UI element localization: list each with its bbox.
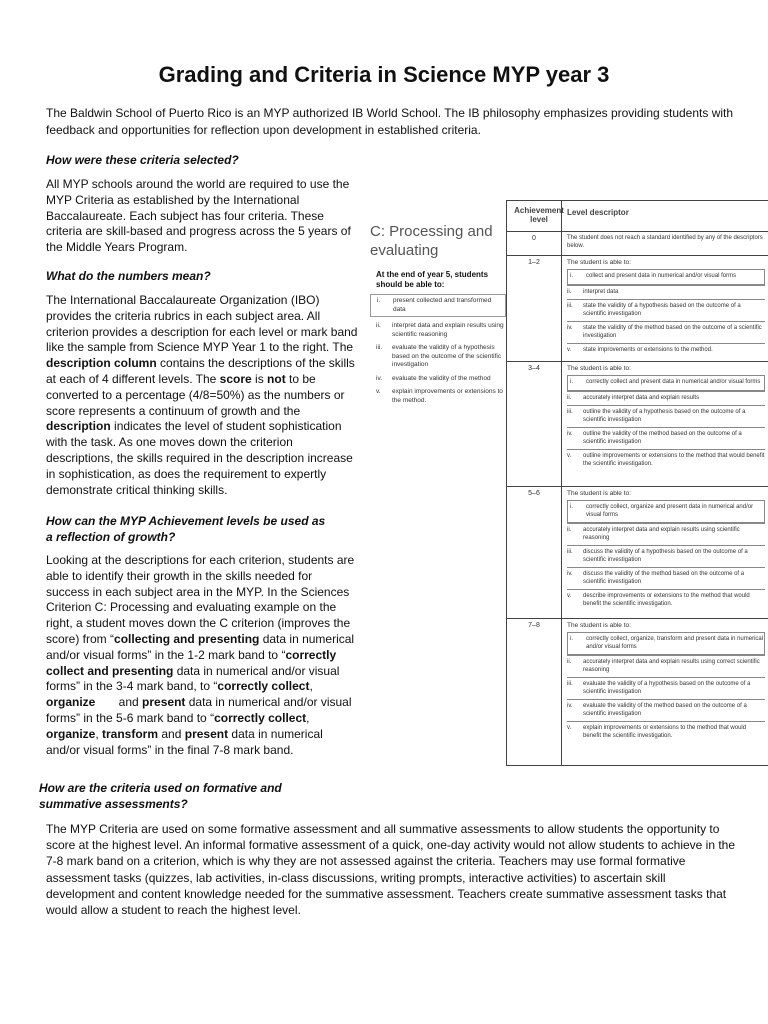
rubric-item-number: v.	[567, 347, 572, 353]
rubric-item-number: iii.	[567, 303, 573, 309]
paragraph-growth: Looking at the descriptions for each criterion, students are able to identify their growth in the skills needed for success in each subject area in the MYP. In the Sciences Criterion C: Processing and evaluating example on the right, a student moves down the C criterion (improves the score) from “collecting and presenting data in numerical and/or visual forms” in the 1-2 mark band to “correctly collect and presenting data in numerical and/or visual forms” in the 3-4 mark band, to “correctly collect, organize and present data in numerical and/or visual forms” in the 5-6 mark band to “correctly collect, organize, transform and present data in numerical and/or visual forms” in the final 7-8 mark band.	[46, 553, 355, 757]
criterion-objective-number: iv.	[376, 374, 383, 382]
rubric-descriptor-item	[567, 567, 765, 589]
rubric-descriptor-item	[567, 449, 765, 471]
rubric-item-text: explain improvements or extensions to the method that would benefit the scientific investigation.	[583, 725, 747, 739]
rubric-item-text: collect and present data in numerical and/or visual forms	[586, 273, 737, 279]
question-numbers-mean: What do the numbers mean?	[46, 269, 211, 283]
rubric-item-number: ii.	[567, 394, 572, 401]
rubric-item-number: iv.	[567, 431, 573, 437]
rubric-item-number: iv.	[567, 325, 573, 331]
rubric-descriptor	[567, 622, 765, 743]
rubric-item-number: i.	[570, 379, 573, 385]
rubric-item-text: state improvements or extensions to the method.	[583, 347, 713, 353]
rubric-item-number: v.	[567, 725, 572, 731]
rubric-item-number: v.	[567, 453, 572, 459]
paragraph-numbers-mean: The International Baccalaureate Organization (IBO) provides the criteria rubrics in each subject area. All criterion provides a description for each level or mark band like the sample from Science MYP Year 1 to the right. The description column contains the descriptions of the skills at each of 4 different levels. The score is not to be converted to a percentage (4/8=50%) as the numbers or score represents a continuum of growth and the description indicates the level of student sophistication with the task. As one moves down the criterion descriptions, the skills required in the description increase in sophistication, as does the requirement to expertly demonstrate critical thinking skills.	[46, 293, 358, 497]
rubric-descriptor-item	[567, 343, 765, 358]
rubric-item-text: discuss the validity of a hypothesis based on the outcome of a scientific investigation	[583, 549, 748, 563]
criterion-objective	[376, 344, 506, 370]
rubric-item-number: i.	[570, 273, 573, 279]
question-growth: How can the MYP Achievement levels be used as a reflection of growth?	[46, 514, 326, 544]
rubric-band	[507, 361, 768, 487]
rubric-item-text: accurately interpret data and explain results using correct scientific reasoning	[583, 659, 760, 673]
rubric-item-text: outline the validity of the method based on the outcome of a scientific investigation	[583, 431, 742, 445]
rubric-item-number: iv.	[567, 703, 573, 709]
rubric-item-number: ii.	[567, 527, 572, 533]
rubric-descriptor-item	[567, 285, 765, 300]
rubric-item-text: evaluate the validity of a hypothesis based on the outcome of a scientific investigation	[583, 681, 751, 695]
rubric-descriptor-item	[567, 523, 765, 545]
rubric-descriptor	[567, 490, 765, 611]
rubric-item-number: i.	[570, 636, 573, 642]
rubric-descriptor-item	[567, 269, 765, 285]
criterion-objective-number: i.	[377, 297, 381, 304]
criterion-objective-text: evaluate the validity of the method	[392, 374, 491, 382]
criterion-title: C: Processing and evaluating	[370, 223, 493, 259]
page-title: Grading and Criteria in Science MYP year 3	[158, 62, 610, 87]
rubric-descriptor-item	[567, 299, 765, 321]
criterion-objective-text: present collected and transformed data	[393, 297, 492, 313]
rubric-level: 5–6	[528, 490, 540, 497]
rubric-item-number: iv.	[567, 571, 573, 577]
rubric-descriptor-item	[567, 677, 765, 699]
rubric-item-text: outline the validity of a hypothesis based on the outcome of a scientific investigation	[583, 409, 746, 423]
rubric-descriptor-item	[567, 405, 765, 427]
rubric-header-level: Achievement level	[514, 206, 564, 224]
rubric-descriptor-item	[567, 632, 765, 655]
rubric-able-label: The student is able to:	[567, 490, 631, 497]
rubric-item-text: describe improvements or extensions to the method that would benefit the scientific investigation.	[583, 593, 750, 607]
rubric-descriptor-item	[567, 589, 765, 611]
rubric-item-text: correctly collect, organize and present data in numerical and/or visual forms	[586, 504, 754, 518]
rubric-item-text: interpret data	[583, 288, 619, 295]
rubric-level: 1–2	[528, 259, 540, 266]
rubric-descriptor-item	[567, 721, 765, 743]
rubric-header-descriptor: Level descriptor	[567, 208, 629, 217]
rubric-descriptor-item	[567, 427, 765, 449]
criterion-objective-text: evaluate the validity of a hypothesis based on the outcome of the scientific investigation	[392, 344, 502, 368]
rubric-header	[507, 201, 768, 232]
rubric-band	[507, 255, 768, 362]
rubric-descriptor-item	[567, 391, 765, 406]
rubric-descriptor-item	[567, 545, 765, 567]
rubric-able-label: The student is able to:	[567, 259, 631, 266]
rubric-level: 7–8	[528, 622, 540, 629]
rubric-item-number: i.	[570, 504, 573, 510]
criterion-objective-number: iii.	[376, 344, 383, 351]
rubric-item-number: iii.	[567, 409, 573, 415]
rubric-level: 3–4	[528, 365, 540, 372]
rubric-item-number: v.	[567, 593, 572, 599]
rubric-descriptor-item	[567, 321, 765, 343]
rubric-item-number: iii.	[567, 549, 573, 555]
criterion-objective-text: interpret data and explain results using scientific reasoning	[392, 322, 504, 338]
rubric-able-label: The student is able to:	[567, 622, 631, 629]
rubric-descriptor	[567, 365, 765, 471]
rubric-item-text: accurately interpret data and explain results using scientific reasoning	[583, 527, 740, 541]
rubric-item-text: state the validity of a hypothesis based on the outcome of a scientific investigation	[583, 303, 741, 317]
rubric-able-label: The student is able to:	[567, 365, 631, 372]
paragraph-formative-summative: The MYP Criteria are used on some formative assessment and all summative assessments to allow students the opportunity to score at the highest level. An informal formative assessment of a quick, one-day activity would not allow students to achieve in the 7-8 mark band on a criterion, which is why they are not assessed against the criteria. Teachers may use formal formative assessment tasks (quizzes, lab activities, in-class discussions, writing prompts, interactive activities) to ascertain skill development and content knowledge needed for the summative assessment. Teachers create summative assessment tasks that would allow a student to reach the highest level.	[46, 822, 736, 918]
criterion-objective	[376, 375, 506, 384]
rubric-item-text: accurately interpret data and explain results	[583, 394, 700, 401]
rubric-descriptor-item	[567, 699, 765, 721]
rubric-item-text: discuss the validity of the method based on the outcome of a scientific investigation	[583, 571, 745, 585]
rubric-band-0	[507, 231, 768, 256]
paragraph-criteria-selected: All MYP schools around the world are required to use the MYP Criteria as established by the International Baccalaureate. Each subject has four criteria. These criteria are skill-based and progress across the 5 years of the Middle Years Program.	[46, 177, 351, 255]
criterion-intro: At the end of year 5, students should be able to:	[376, 270, 489, 289]
question-formative-summative: How are the criteria used on formative and summative assessments?	[39, 781, 282, 811]
criterion-objective-number: v.	[376, 388, 381, 395]
rubric-item-text: evaluate the validity of the method based on the outcome of a scientific investigation	[583, 703, 747, 717]
rubric-zero-descriptor: The student does not reach a standard identified by any of the descriptors below.	[567, 235, 763, 249]
rubric-band	[507, 618, 768, 765]
rubric-descriptor-item	[567, 375, 765, 391]
criterion-objective-number: ii.	[376, 322, 381, 329]
rubric-item-number: ii.	[567, 288, 572, 295]
rubric-descriptor-item	[567, 500, 765, 523]
rubric-item-text: correctly collect and present data in numerical and/or visual forms	[586, 379, 761, 385]
rubric-item-text: correctly collect, organize, transform and present data in numerical and/or visual forms	[586, 636, 764, 650]
rubric-descriptor	[567, 259, 765, 358]
intro-paragraph: The Baldwin School of Puerto Rico is an MYP authorized IB World School. The IB philosophy emphasizes providing students with feedback and opportunities for reflection upon development in established criteria.	[46, 106, 734, 137]
rubric-band	[507, 486, 768, 619]
rubric-descriptor-item	[567, 655, 765, 677]
criterion-objective	[376, 388, 506, 405]
rubric-item-number: iii.	[567, 681, 573, 687]
rubric-table	[506, 200, 768, 766]
criterion-objective-text: explain improvements or extensions to the method.	[392, 388, 503, 404]
criterion-objectives-panel	[370, 222, 506, 410]
rubric-item-number: ii.	[567, 659, 572, 665]
question-criteria-selected: How were these criteria selected?	[46, 153, 239, 167]
criterion-objective	[376, 322, 506, 339]
rubric-item-text: state the validity of the method based on the outcome of a scientific investigation	[583, 325, 762, 339]
criterion-objective	[370, 294, 506, 317]
rubric-item-text: outline improvements or extensions to the method that would benefit the scientific investigation.	[583, 453, 765, 467]
rubric-level: 0	[532, 235, 536, 242]
